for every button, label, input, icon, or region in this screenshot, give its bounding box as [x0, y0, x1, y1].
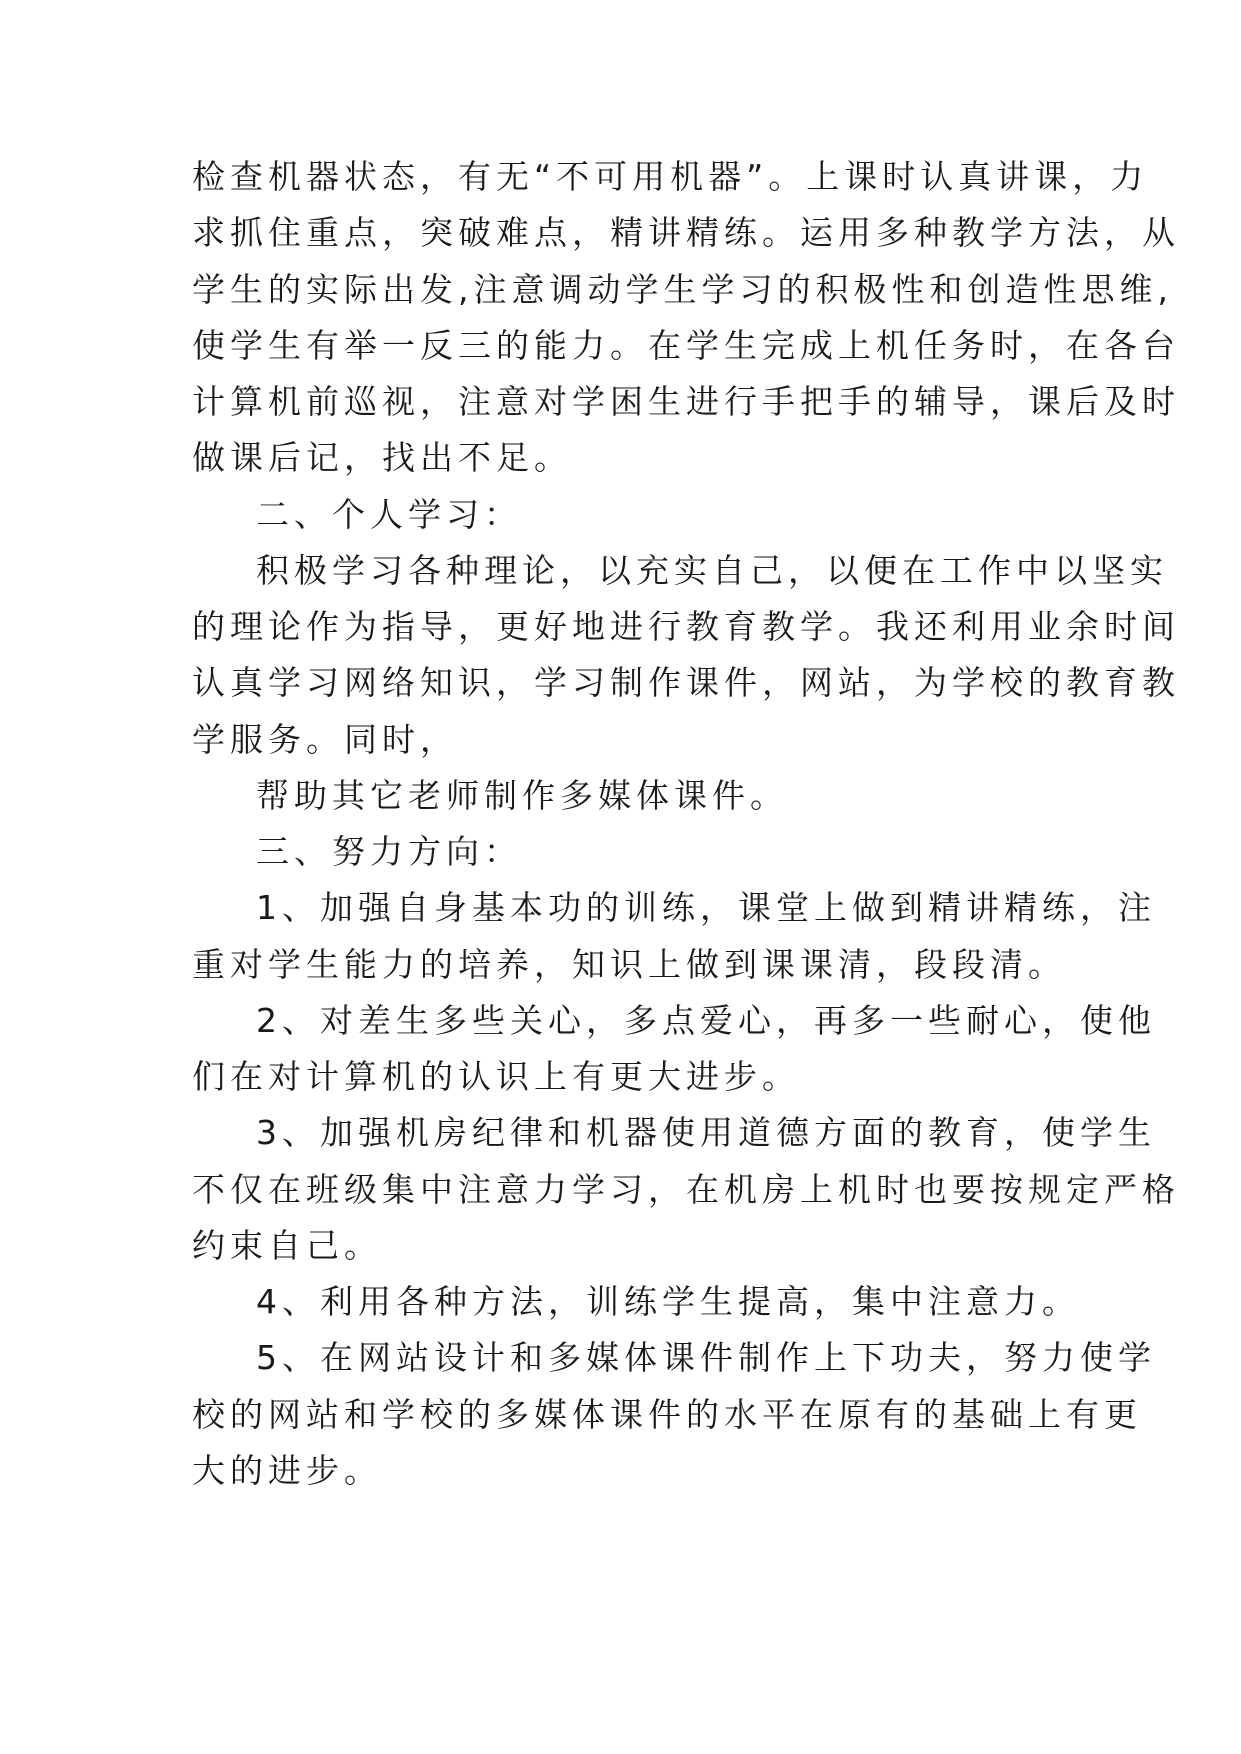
- body-text-line: 的理论作为指导，更好地进行教育教学。我还利用业余时间: [192, 607, 1180, 646]
- body-text-line: 学服务。同时，: [192, 720, 458, 759]
- body-text-line: 计算机前巡视，注意对学困生进行手把手的辅导，课后及时: [192, 382, 1180, 421]
- section-heading-personal-study: 二、个人学习：: [256, 495, 522, 534]
- list-item-5: 5、在网站设计和多媒体课件制作上下功夫，努力使学: [256, 1338, 1156, 1377]
- list-item-5-cont: 校的网站和学校的多媒体课件的水平在原有的基础上有更: [192, 1395, 1142, 1434]
- list-item-1-cont: 重对学生能力的培养，知识上做到课课清，段段清。: [192, 945, 1066, 984]
- body-text-line: 认真学习网络知识，学习制作课件，网站，为学校的教育教: [192, 663, 1180, 702]
- body-text-line: 学生的实际出发,注意调动学生学习的积极性和创造性思维,: [192, 270, 1173, 309]
- section-heading-direction: 三、努力方向：: [256, 832, 522, 871]
- list-item-3-cont: 约束自己。: [192, 1226, 382, 1265]
- body-text-line: 做课后记，找出不足。: [192, 438, 572, 477]
- list-item-5-cont: 大的进步。: [192, 1451, 382, 1490]
- list-item-2-cont: 们在对计算机的认识上有更大进步。: [192, 1057, 800, 1096]
- list-item-3-cont: 不仅在班级集中注意力学习，在机房上机时也要按规定严格: [192, 1170, 1180, 1209]
- list-item-3: 3、加强机房纪律和机器使用道德方面的教育，使学生: [256, 1113, 1156, 1152]
- list-item-4: 4、利用各种方法，训练学生提高，集中注意力。: [256, 1282, 1080, 1321]
- body-text-line: 检查机器状态，有无“不可用机器”。上课时认真讲课，力: [192, 157, 1149, 196]
- list-item-1: 1、加强自身基本功的训练，课堂上做到精讲精练，注: [256, 888, 1156, 927]
- body-text-line: 帮助其它老师制作多媒体课件。: [256, 776, 788, 815]
- body-text-line: 求抓住重点，突破难点，精讲精练。运用多种教学方法，从: [192, 213, 1180, 252]
- body-text-line: 积极学习各种理论，以充实自己，以便在工作中以坚实: [256, 551, 1168, 590]
- list-item-2: 2、对差生多些关心，多点爱心，再多一些耐心，使他: [256, 1001, 1156, 1040]
- body-text-line: 使学生有举一反三的能力。在学生完成上机任务时，在各台: [192, 326, 1180, 365]
